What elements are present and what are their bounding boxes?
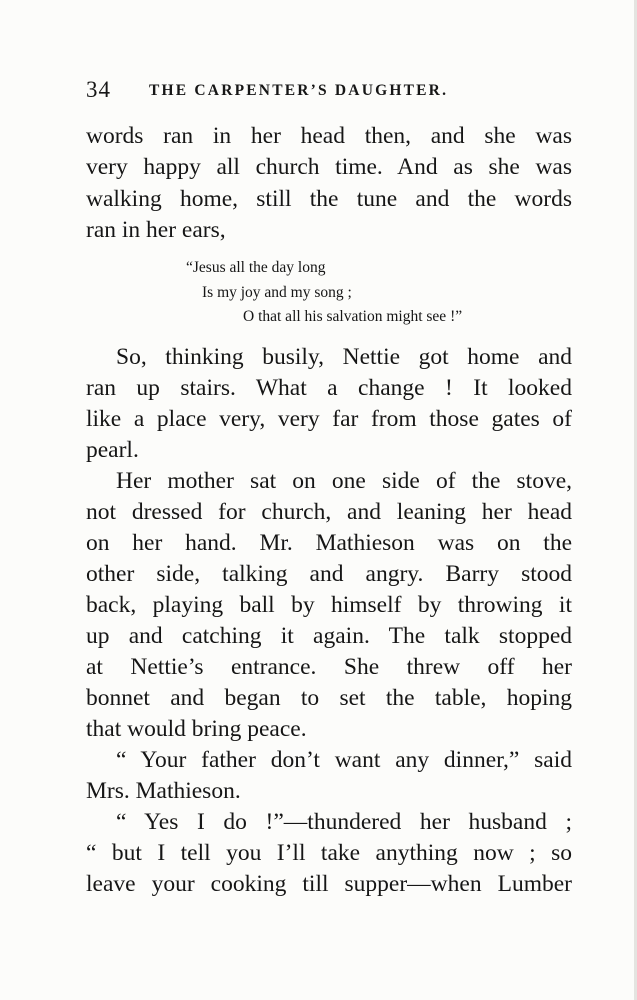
text-line: “ Your father don’t want any dinner,” said — [116, 747, 572, 773]
page-number: 34 — [86, 77, 111, 102]
text-line: leave your cooking till supper—when Lumber — [86, 871, 572, 897]
text-line: ran in her ears, — [86, 217, 226, 243]
text-line: back, playing ball by himself by throwing it — [86, 592, 572, 618]
text-line: Her mother sat on one side of the stove, — [116, 468, 572, 494]
text-line: walking home, still the tune and the words — [86, 186, 572, 212]
verse-line: O that all his salvation might see !” — [243, 308, 463, 325]
text-line: not dressed for church, and leaning her head — [86, 499, 572, 525]
text-line: at Nettie’s entrance. She threw off her — [86, 654, 572, 680]
text-line: “ but I tell you I’ll take anything now ; so — [86, 840, 572, 866]
text-line: on her hand. Mr. Mathieson was on the — [86, 530, 572, 556]
text-line: “ Yes I do !”—thundered her husband ; — [116, 809, 572, 835]
text-line: bonnet and began to set the table, hoping — [86, 685, 572, 711]
text-line: that would bring peace. — [86, 716, 307, 742]
text-line: pearl. — [86, 437, 139, 463]
running-title: THE CARPENTER’S DAUGHTER. — [149, 82, 449, 99]
text-line: So, thinking busily, Nettie got home and — [116, 344, 572, 370]
running-header — [86, 76, 572, 106]
text-line: words ran in her head then, and she was — [86, 123, 572, 149]
text-line: like a place very, very far from those gates of — [86, 406, 572, 432]
text-line: other side, talking and angry. Barry stood — [86, 561, 572, 587]
verse-line: Is my joy and my song ; — [202, 284, 352, 301]
text-line: up and catching it again. The talk stopped — [86, 623, 572, 649]
verse-line: “Jesus all the day long — [186, 259, 326, 276]
text-line: ran up stairs. What a change ! It looked — [86, 375, 572, 401]
text-line: very happy all church time. And as she was — [86, 154, 572, 180]
text-line: Mrs. Mathieson. — [86, 778, 241, 804]
